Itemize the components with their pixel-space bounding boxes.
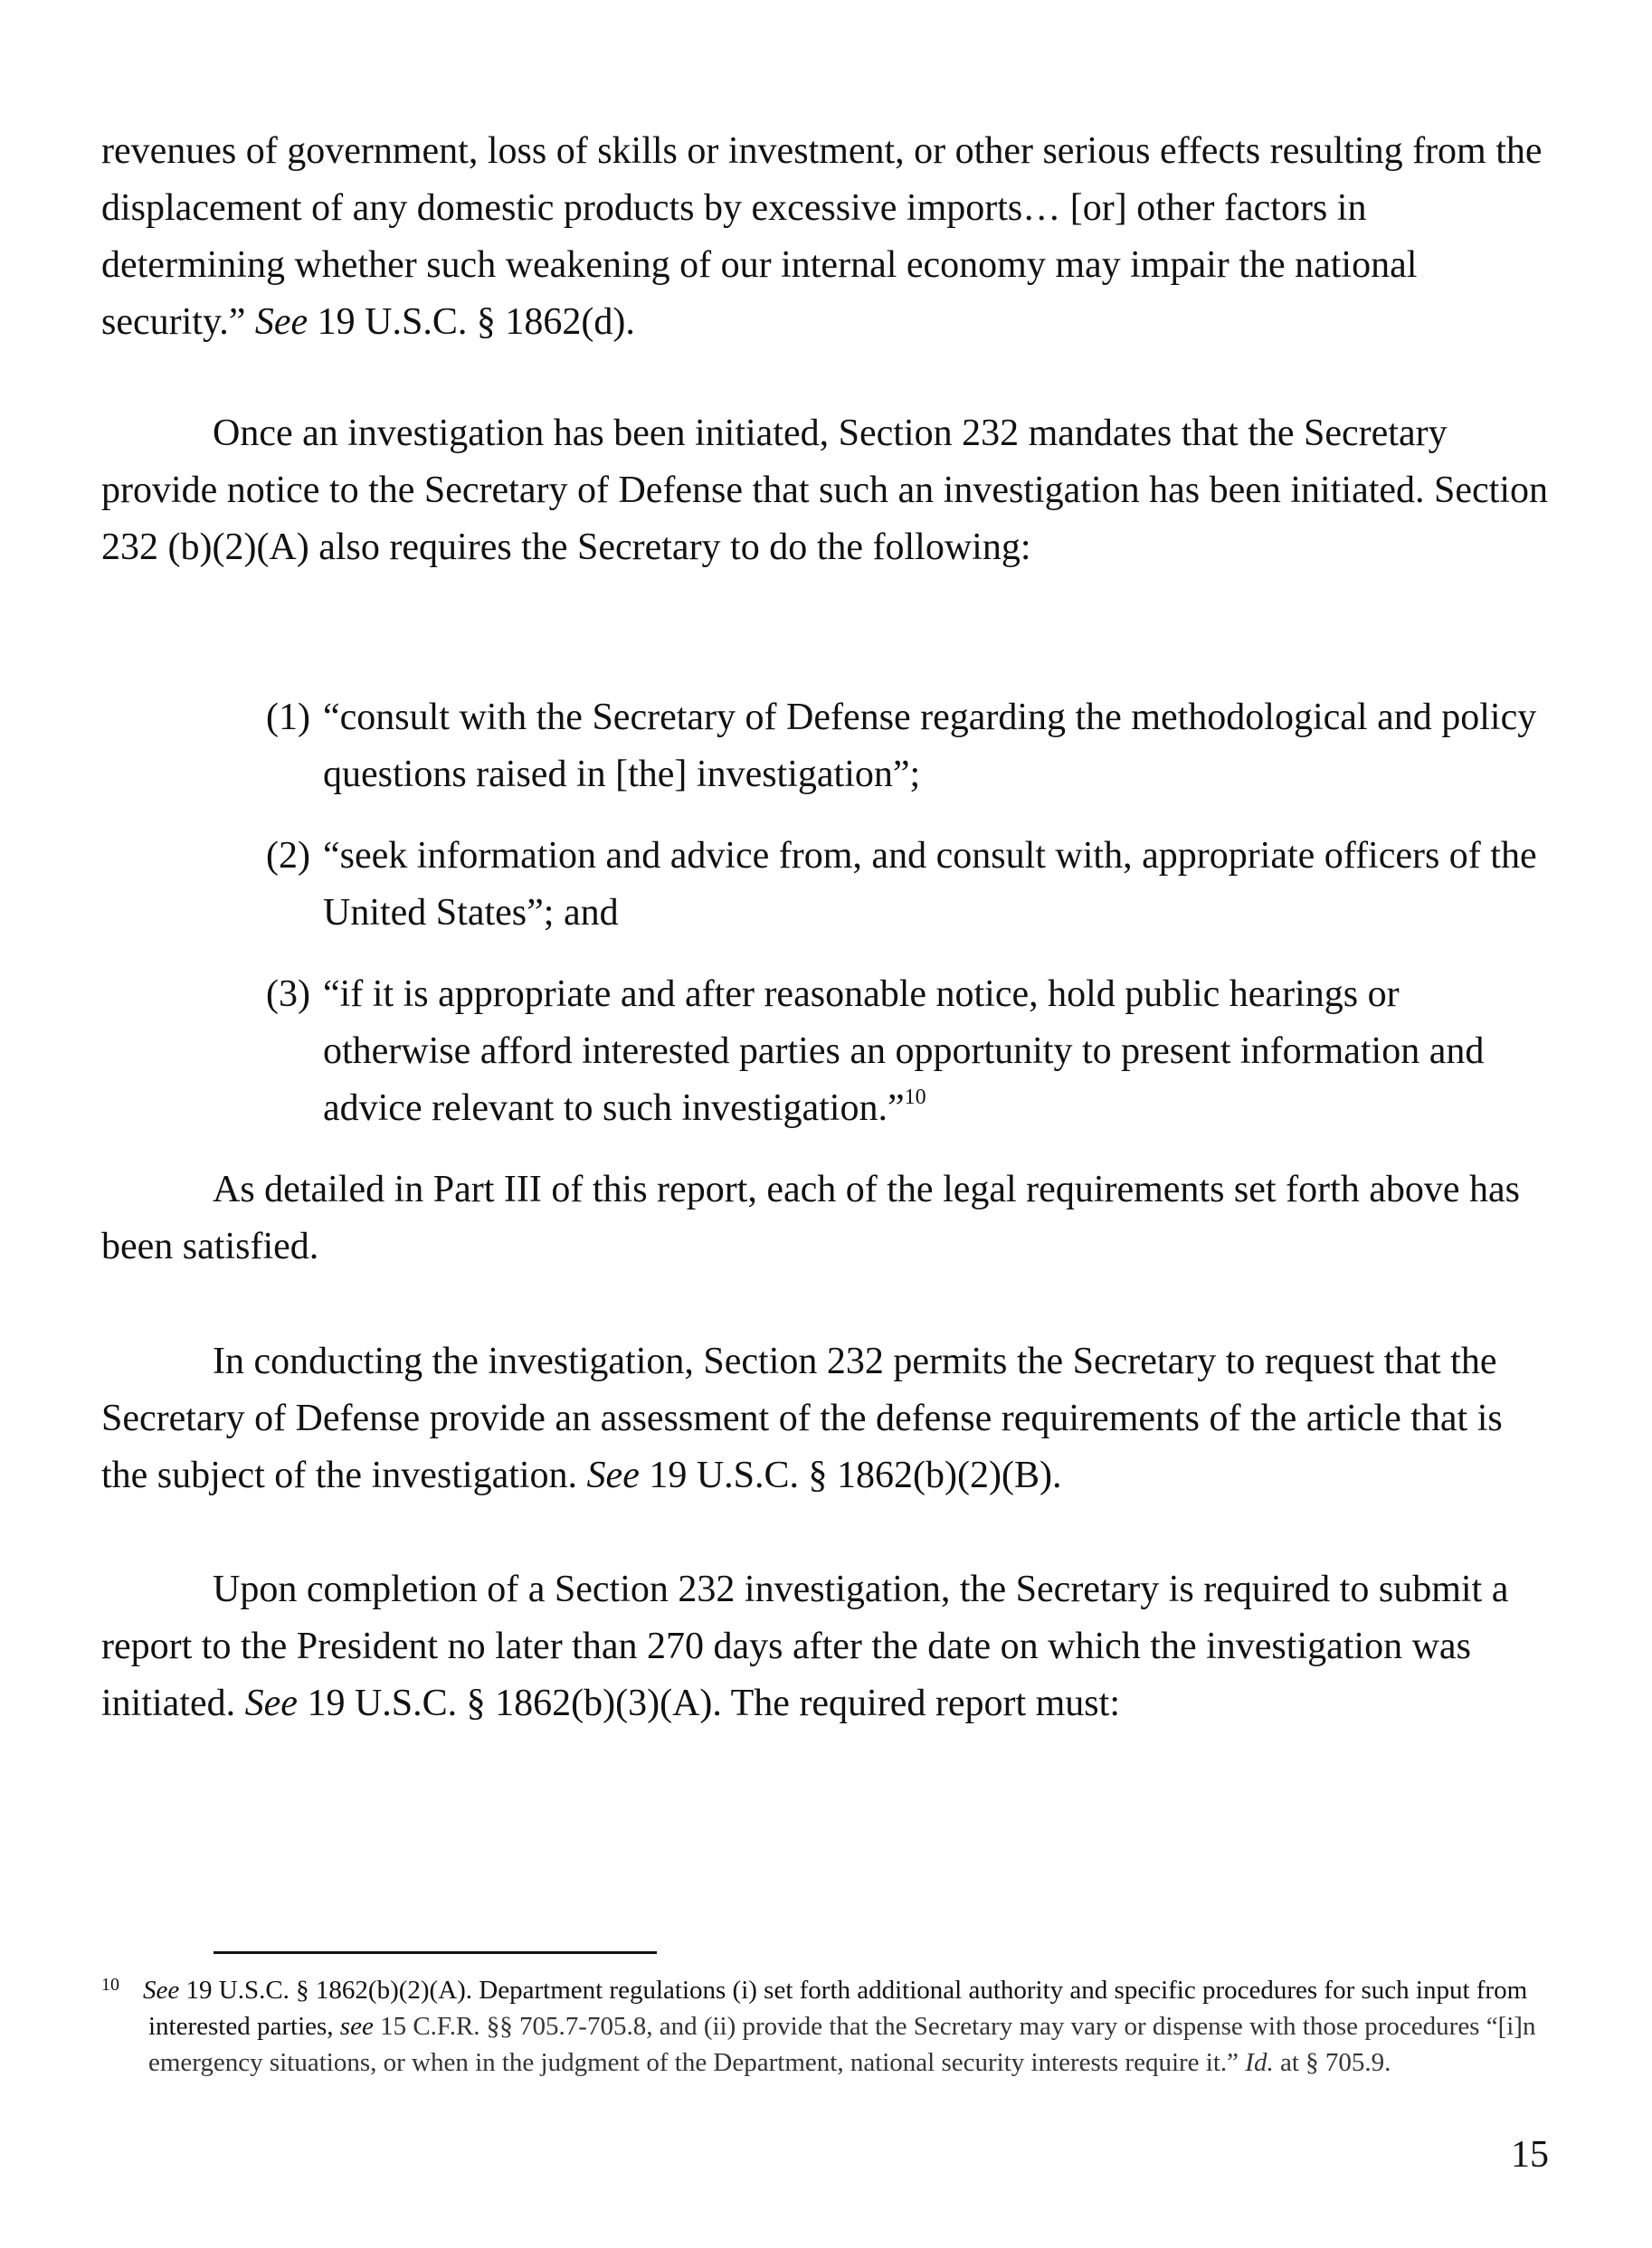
paragraph-requirements-satisfied (101, 1162, 1549, 1276)
paragraph-text: Upon completion of a Section 232 investigation, the Secretary is required to submit a report to the President no later than 270 days after the date on which the investigation was initiated. (101, 1569, 1509, 1724)
footnote-text: 15 C.F.R. §§ 705.7-705.8, and (ii) provide that the Secretary may vary or dispense with those procedures “[i]n emergency situations, or when in the judgment of the Department, national security interests require it.” (148, 2012, 1536, 2077)
footnote-separator (214, 1951, 657, 1954)
list-number: (2) (266, 835, 310, 877)
citation-text: 19 U.S.C. § 1862(b)(3)(A). The required report must: (297, 1683, 1120, 1724)
footnote-text: at § 705.9. (1273, 2048, 1391, 2077)
list-number: (1) (266, 697, 310, 738)
citation-signal: see (339, 2012, 374, 2041)
citation-signal: See (244, 1683, 298, 1724)
list-item-3 (266, 966, 1551, 1137)
citation-text: 19 U.S.C. § 1862(d). (308, 301, 635, 343)
footnote-mark: 10 (101, 1975, 119, 1995)
citation-signal: See (586, 1455, 640, 1496)
paragraph-conducting-investigation (101, 1333, 1549, 1504)
list-item-text: “if it is appropriate and after reasonable notice, hold public hearings or otherwise afford interested parties an opportunity to present information and advice relevant to such investigation.” (323, 973, 1485, 1129)
paragraph-text: revenues of government, loss of skills or investment, or other serious effects resulting from the displacement of any domestic products by excessive imports… [or] other factors in determining whether such weakening of our internal economy may impair the national security.” (101, 130, 1543, 343)
list-item-1 (266, 689, 1551, 803)
citation-signal: See (254, 301, 309, 343)
citation-signal: Id. (1245, 2048, 1274, 2077)
footnote-reference[interactable]: 10 (904, 1086, 926, 1109)
list-item-text: “consult with the Secretary of Defense regarding the methodological and policy questions raised in [the] investigation”; (323, 697, 1537, 795)
paragraph-text: Once an investigation has been initiated, Section 232 mandates that the Secretary provide notice to the Secretary of Defense that such an investigation has been initiated. Section 232 (b)(2)(A) also requires the Secretary to do the following: (101, 413, 1548, 568)
paragraph-text: In conducting the investigation, Section 232 permits the Secretary to request that the Secretary of Defense provide an assessment of the defense requirements of the article that is the subject of the investigation. (101, 1341, 1503, 1496)
citation-text: 19 U.S.C. § 1862(b)(2)(B). (639, 1455, 1062, 1496)
paragraph-statute-quote-end (101, 123, 1549, 351)
paragraph-investigation-initiated (101, 405, 1549, 576)
footnote-10 (101, 1972, 1549, 2081)
footnote-text: 19 U.S.C. § 1862(b)(2)(A). Department regulations (i) set forth additional authority and specific procedures for such input from interested parties, (148, 1976, 1528, 2041)
paragraph-text: As detailed in Part III of this report, each of the legal requirements set forth above has been satisfied. (101, 1169, 1521, 1267)
list-number: (3) (266, 973, 310, 1015)
list-item-2 (266, 828, 1551, 942)
citation-signal: See (143, 1976, 180, 2005)
paragraph-report-completion (101, 1561, 1549, 1732)
list-item-text: “seek information and advice from, and consult with, appropriate officers of the United States”; and (323, 835, 1537, 934)
page-number: 15 (1511, 2134, 1549, 2176)
